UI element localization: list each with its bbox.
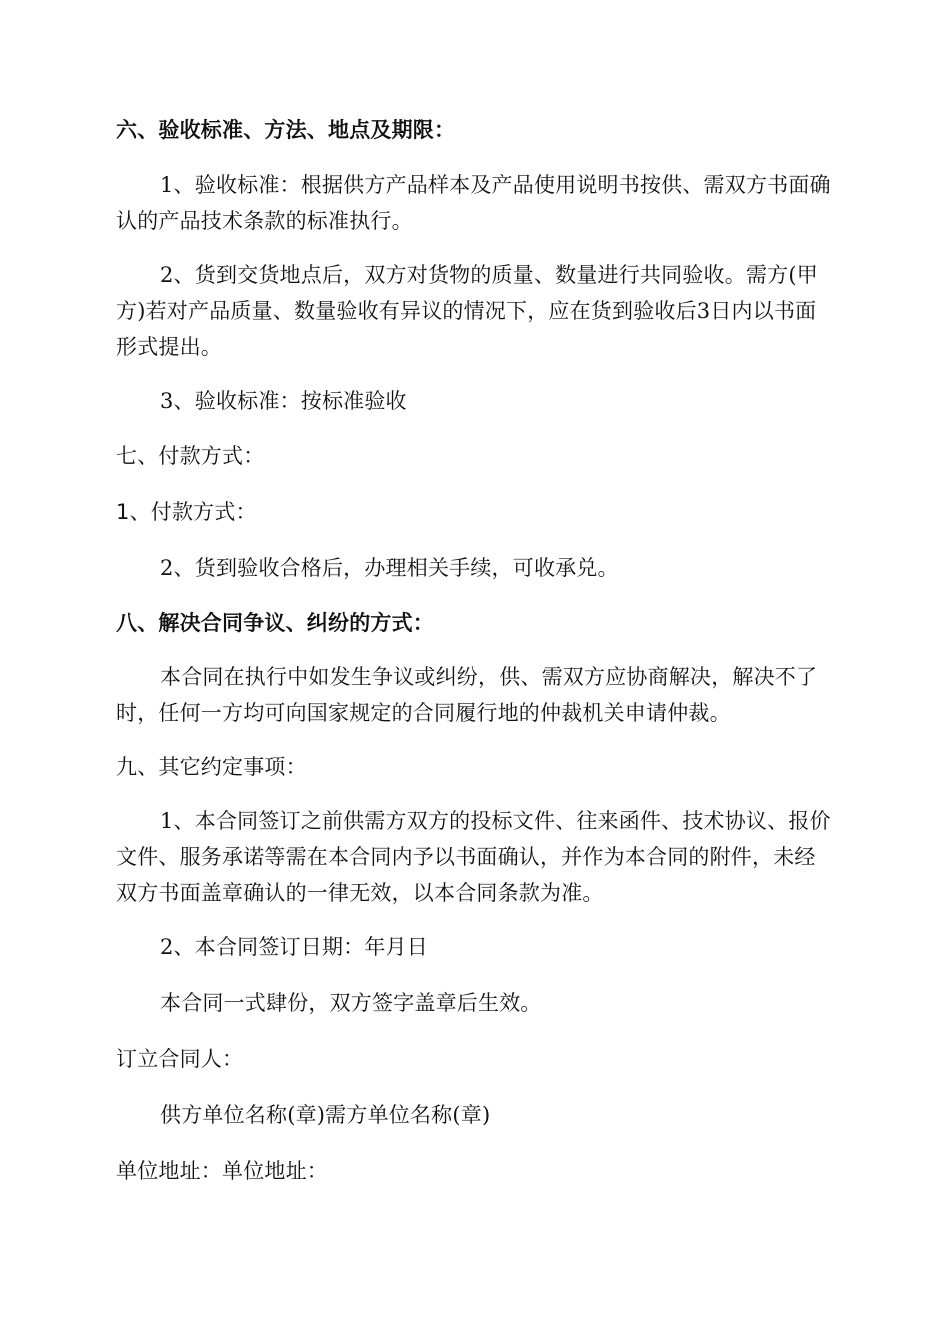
item-number: 1 — [116, 500, 130, 524]
item-text: 、付款方式： — [129, 500, 257, 524]
section-6-item-1: 1、验收标准：根据供方产品样本及产品使用说明书按供、需双方书面确认的产品技术条款的标准执行。 — [116, 173, 831, 233]
section-9-paragraph-3: 本合同一式肆份，双方签字盖章后生效。 — [160, 991, 542, 1015]
signatories-label: 订立合同人： — [116, 1047, 244, 1071]
section-6-heading: 六、验收标准、方法、地点及期限： — [116, 117, 456, 142]
section-7-item-1 — [116, 494, 836, 530]
party-names-line: 供方单位名称(章)需方单位名称(章) — [160, 1103, 491, 1127]
section-9-item-2: 2、本合同签订日期：年月日 — [160, 935, 428, 959]
section-6-item-2: 2、货到交货地点后，双方对货物的质量、数量进行共同验收。需方(甲方)若对产品质量、数量验收有异议的情况下，应在货到验收后3日内以书面形式提出。 — [116, 263, 818, 359]
section-9-heading: 九、其它约定事项： — [116, 755, 307, 779]
section-8-heading: 八、解决合同争议、纠纷的方式： — [116, 610, 434, 635]
address-line: 单位地址：单位地址： — [116, 1159, 328, 1183]
section-7-item-2: 2、货到验收合格后，办理相关手续，可收承兑。 — [160, 556, 619, 580]
section-8-paragraph: 本合同在执行中如发生争议或纠纷，供、需双方应协商解决，解决不了时，任何一方均可向国家规定的合同履行地的仲裁机关申请仲裁。 — [116, 665, 818, 725]
section-6-item-3: 3、验收标准：按标准验收 — [160, 389, 407, 413]
section-7-heading: 七、付款方式： — [116, 444, 265, 468]
document-body — [116, 112, 836, 1189]
section-9-item-1: 1、本合同签订之前供需方双方的投标文件、往来函件、技术协议、报价文件、服务承诺等需在本合同内予以书面确认，并作为本合同的附件，未经双方书面盖章确认的一律无效，以本合同条款为准。 — [116, 809, 831, 905]
